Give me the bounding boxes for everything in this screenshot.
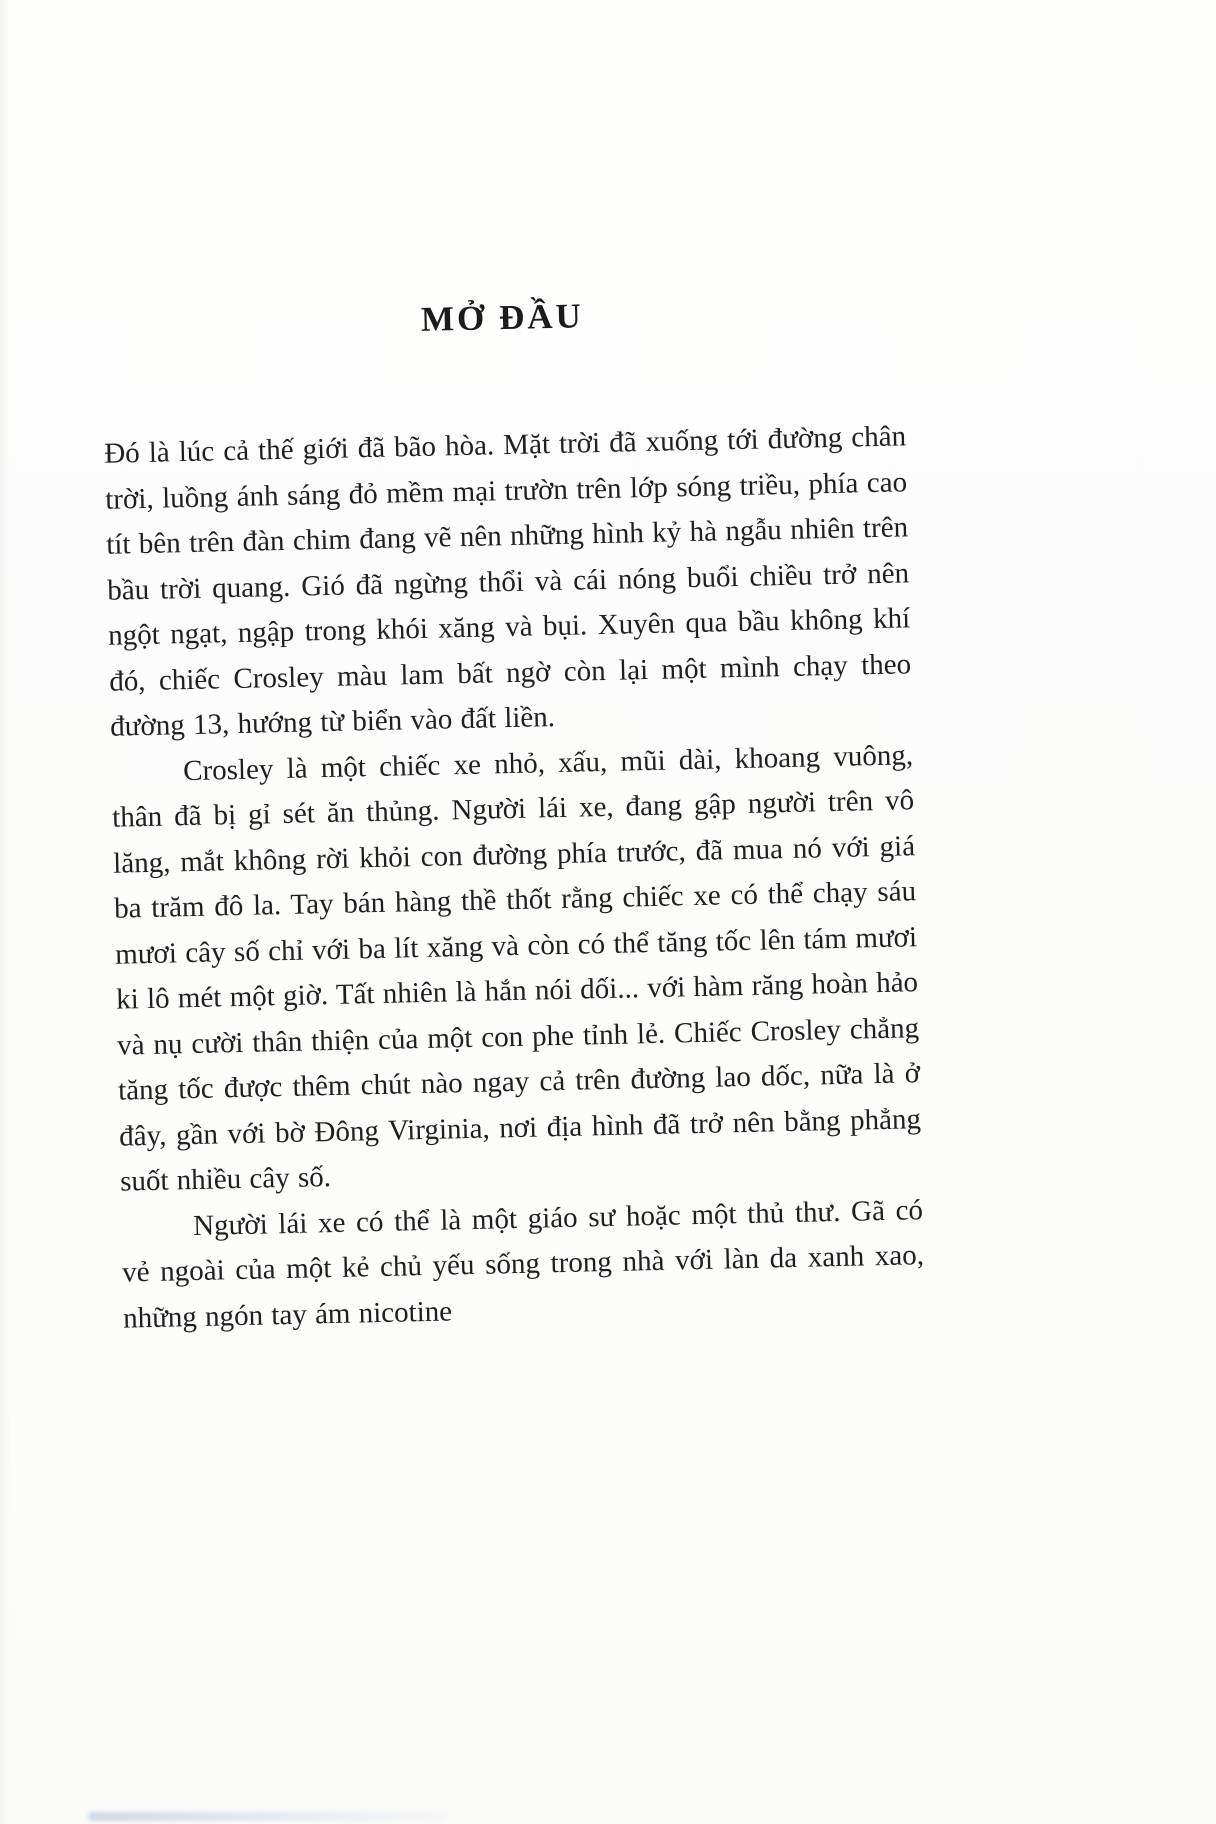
chapter-title: MỞ ĐẦU	[420, 296, 585, 339]
paragraph-2: Crosley là một chiếc xe nhỏ, xấu, mũi dài, khoang vuông, thân đã bị gỉ sét ăn thủng. Người lái xe, đang gập người trên vô lăng, mắt không rời khỏi con đường phía trước, đã mua nó với giá ba trăm đô la. Tay bán hàng thề thốt rằng chiếc xe có thể chạy sáu mươi cây số chỉ với ba lít xăng và còn có thể tăng tốc lên tám mươi ki lô mét một giờ. Tất nhiên là hắn nói dối... với hàm răng hoàn hảo và nụ cười thân thiện của một con phe tỉnh lẻ. Chiếc Crosley chẳng tăng tốc được thêm chút nào ngay cả trên đường lao dốc, nữa là ở đây, gần với bờ Đông Virginia, nơi địa hình đã trở nên bằng phẳng suốt nhiều cây số.	[111, 738, 922, 1198]
paragraph-1: Đó là lúc cả thế giới đã bão hòa. Mặt trời đã xuống tới đường chân trời, luồng ánh sáng đỏ mềm mại trườn trên lớp sóng triều, phía cao tít bên trên đàn chim đang vẽ nên những hình kỷ hà ngẫu nhiên trên bầu trời quang. Gió đã ngừng thổi và cái nóng buổi chiều trở nên ngột ngạt, ngập trong khói xăng và bụi. Xuyên qua bầu không khí đó, chiếc Crosley màu lam bất ngờ còn lại một mình chạy theo đường 13, hướng từ biển vào đất liền.	[103, 420, 912, 743]
page-content	[101, 289, 925, 1341]
scan-artifact	[88, 1812, 448, 1821]
paragraph-3: Người lái xe có thể là một giáo sư hoặc một thủ thư. Gã có vẻ ngoài của một kẻ chủ yếu sống trong nhà với làn da xanh xao, những ngón tay ám nicotine	[121, 1193, 925, 1335]
scan-edge-shading	[0, 0, 10, 1824]
